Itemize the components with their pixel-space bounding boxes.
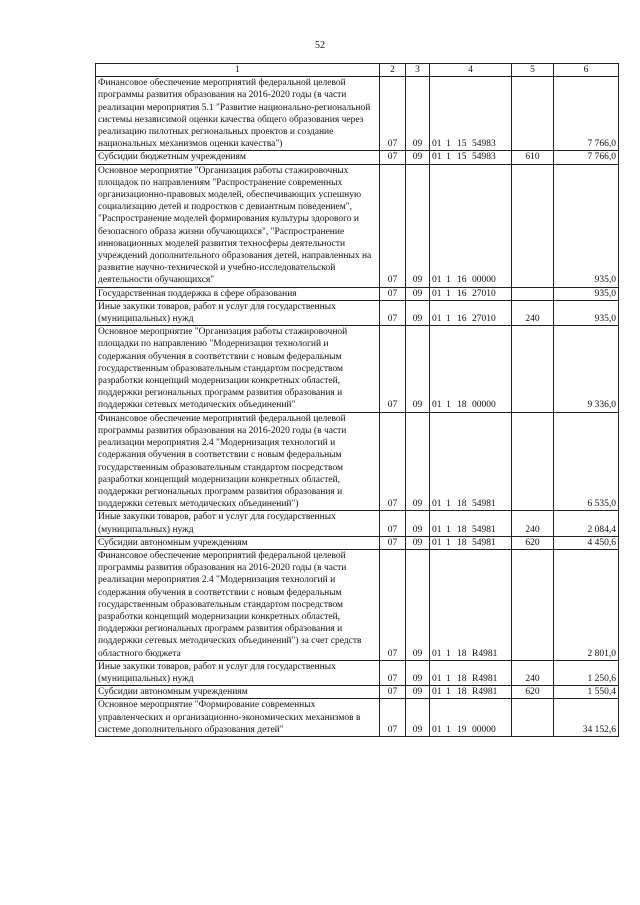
code-event: 18 [457,499,467,510]
code-direction: 54981 [472,524,496,535]
row-section: 07 [380,511,406,536]
code-direction: 54981 [472,537,496,548]
row-expense-type [512,326,554,412]
row-subsection: 09 [406,287,430,300]
row-subsection: 09 [406,660,430,685]
row-expense-type [512,77,554,151]
row-expense-type [512,699,554,737]
row-section: 07 [380,326,406,412]
code-program: 01 [432,537,442,548]
code-event: 18 [457,524,467,535]
code-direction: 54983 [472,152,496,163]
header-row [96,64,619,77]
code-program: 01 [432,275,442,286]
row-name: Основное мероприятие "Организация работы стажировочной площадки по направлению "Модернизация технологий и содержания обучения в соответствии с новым федеральным государственным образовательным стандартом посредством разработки концепций модернизации конкретных областей, поддержки региональных программ развития образования и поддержки сетевых методических объединений" [96,326,380,412]
code-direction: 54983 [472,139,496,150]
row-subsection: 09 [406,549,430,660]
code-event: 19 [457,724,467,735]
row-expense-type: 240 [512,511,554,536]
code-program: 01 [432,288,442,299]
table-row [96,412,619,511]
row-expense-type [512,164,554,287]
code-event: 18 [457,673,467,684]
row-subsection: 09 [406,511,430,536]
row-subsection: 09 [406,686,430,699]
row-expense-type: 620 [512,536,554,549]
row-subsection: 09 [406,151,430,164]
code-program: 01 [432,400,442,411]
code-event: 16 [457,275,467,286]
row-amount: 4 450,6 [554,536,619,549]
code-subprogram: 1 [446,724,451,735]
code-subprogram: 1 [446,400,451,411]
row-amount: 2 084,4 [554,511,619,536]
table-row [96,699,619,737]
row-amount: 1 550,4 [554,686,619,699]
row-target-code [430,287,512,300]
code-program: 01 [432,673,442,684]
code-direction: 27010 [472,288,496,299]
row-amount: 9 336,0 [554,326,619,412]
row-amount: 1 250,6 [554,660,619,685]
table-body [96,77,619,737]
row-amount: 935,0 [554,300,619,325]
row-section: 07 [380,536,406,549]
code-subprogram: 1 [446,524,451,535]
row-target-code [430,412,512,511]
row-name: Субсидии автономным учреждениям [96,686,380,699]
row-expense-type: 240 [512,300,554,325]
row-amount: 935,0 [554,287,619,300]
code-direction: R4981 [472,673,498,684]
code-direction: 00000 [472,724,496,735]
code-program: 01 [432,687,442,698]
row-section: 07 [380,151,406,164]
row-name: Финансовое обеспечение мероприятий федеральной целевой программы развития образования на 2016-2020 годы (в части реализации мероприятия 2.4 "Модернизация технологий и содержания обучения в соответствии с новым федеральным государственным образовательным стандартом посредством разработки концепций модернизации конкретных областей, поддержки региональных программ развития образования и поддержки сетевых методических объединений") [96,412,380,511]
code-event: 15 [457,139,467,150]
code-subprogram: 1 [446,648,451,659]
code-subprogram: 1 [446,288,451,299]
code-direction: R4981 [472,687,498,698]
row-target-code [430,511,512,536]
col-header-4: 4 [430,64,512,77]
code-subprogram: 1 [446,152,451,163]
code-direction: 27010 [472,314,496,325]
table-row [96,660,619,685]
row-amount: 935,0 [554,164,619,287]
table-row [96,151,619,164]
table-row [96,326,619,412]
row-subsection: 09 [406,699,430,737]
code-subprogram: 1 [446,499,451,510]
row-target-code [430,326,512,412]
row-expense-type: 620 [512,686,554,699]
row-target-code [430,77,512,151]
code-program: 01 [432,648,442,659]
row-expense-type: 610 [512,151,554,164]
row-target-code [430,686,512,699]
code-subprogram: 1 [446,537,451,548]
row-section: 07 [380,287,406,300]
row-section: 07 [380,300,406,325]
row-amount: 6 535,0 [554,412,619,511]
code-direction: 00000 [472,275,496,286]
code-event: 18 [457,400,467,411]
code-program: 01 [432,152,442,163]
row-section: 07 [380,660,406,685]
row-subsection: 09 [406,300,430,325]
row-expense-type [512,549,554,660]
row-target-code [430,536,512,549]
row-expense-type [512,412,554,511]
col-header-1: 1 [96,64,380,77]
table-row [96,287,619,300]
row-expense-type: 240 [512,660,554,685]
page-number: 52 [315,40,325,51]
row-name: Финансовое обеспечение мероприятий федеральной целевой программы развития образования на 2016-2020 годы (в части реализации мероприятия 5.1 "Развитие национально-региональной системы независимой оценки качества общего образования через реализацию пилотных региональных проектов и создание национальных механизмов оценки качества") [96,77,380,151]
row-amount: 7 766,0 [554,151,619,164]
col-header-2: 2 [380,64,406,77]
row-name: Иные закупки товаров, работ и услуг для государственных (муниципальных) нужд [96,660,380,685]
table-row [96,536,619,549]
row-amount: 2 801,0 [554,549,619,660]
row-section: 07 [380,699,406,737]
col-header-3: 3 [406,64,430,77]
code-subprogram: 1 [446,673,451,684]
table-row [96,549,619,660]
row-subsection: 09 [406,77,430,151]
table-row [96,511,619,536]
row-subsection: 09 [406,412,430,511]
row-target-code [430,300,512,325]
code-event: 16 [457,288,467,299]
table-row [96,686,619,699]
code-event: 18 [457,537,467,548]
row-name: Иные закупки товаров, работ и услуг для государственных (муниципальных) нужд [96,300,380,325]
row-amount: 34 152,6 [554,699,619,737]
code-direction: 00000 [472,400,496,411]
code-program: 01 [432,139,442,150]
row-target-code [430,164,512,287]
row-section: 07 [380,164,406,287]
row-target-code [430,699,512,737]
table-row [96,77,619,151]
row-expense-type [512,287,554,300]
row-name: Основное мероприятие "Формирование современных управленческих и организационно-экономических механизмов в системе дополнительного образования детей" [96,699,380,737]
row-name: Финансовое обеспечение мероприятий федеральной целевой программы развития образования на 2016-2020 годы (в части реализации мероприятия 2.4 "Модернизация технологий и содержания обучения в соответствии с новым федеральным государственным образовательным стандартом посредством разработки концепций модернизации конкретных областей, поддержки региональных программ развития образования и поддержки сетевых методических объединений") за счет средств областного бюджета [96,549,380,660]
table-row [96,300,619,325]
row-amount: 7 766,0 [554,77,619,151]
table-row [96,164,619,287]
row-section: 07 [380,77,406,151]
col-header-6: 6 [554,64,619,77]
row-name: Субсидии бюджетным учреждениям [96,151,380,164]
code-subprogram: 1 [446,687,451,698]
col-header-5: 5 [512,64,554,77]
row-subsection: 09 [406,164,430,287]
row-name: Субсидии автономным учреждениям [96,536,380,549]
code-direction: R4981 [472,648,498,659]
code-event: 15 [457,152,467,163]
row-section: 07 [380,686,406,699]
row-subsection: 09 [406,326,430,412]
budget-table [95,63,619,737]
row-subsection: 09 [406,536,430,549]
row-name: Государственная поддержка в сфере образования [96,287,380,300]
code-event: 16 [457,314,467,325]
code-program: 01 [432,499,442,510]
code-subprogram: 1 [446,314,451,325]
code-program: 01 [432,724,442,735]
code-event: 18 [457,648,467,659]
code-subprogram: 1 [446,139,451,150]
row-target-code [430,549,512,660]
row-target-code [430,151,512,164]
code-subprogram: 1 [446,275,451,286]
code-event: 18 [457,687,467,698]
row-name: Основное мероприятие "Организация работы стажировочных площадок по направлениям "Распространение современных организационно-правовых моделей, обеспечивающих успешную социализацию детей и подростков с девиантным поведением", "Распространение моделей формирования культуры здорового и безопасного образа жизни обучающихся", "Распространение инновационных моделей развития техносферы деятельности учреждений дополнительного образования детей, направленных на развитие научно-технической и учебно-исследовательской деятельности обучающихся" [96,164,380,287]
row-target-code [430,660,512,685]
code-program: 01 [432,314,442,325]
row-name: Иные закупки товаров, работ и услуг для государственных (муниципальных) нужд [96,511,380,536]
code-direction: 54981 [472,499,496,510]
code-program: 01 [432,524,442,535]
row-section: 07 [380,549,406,660]
row-section: 07 [380,412,406,511]
